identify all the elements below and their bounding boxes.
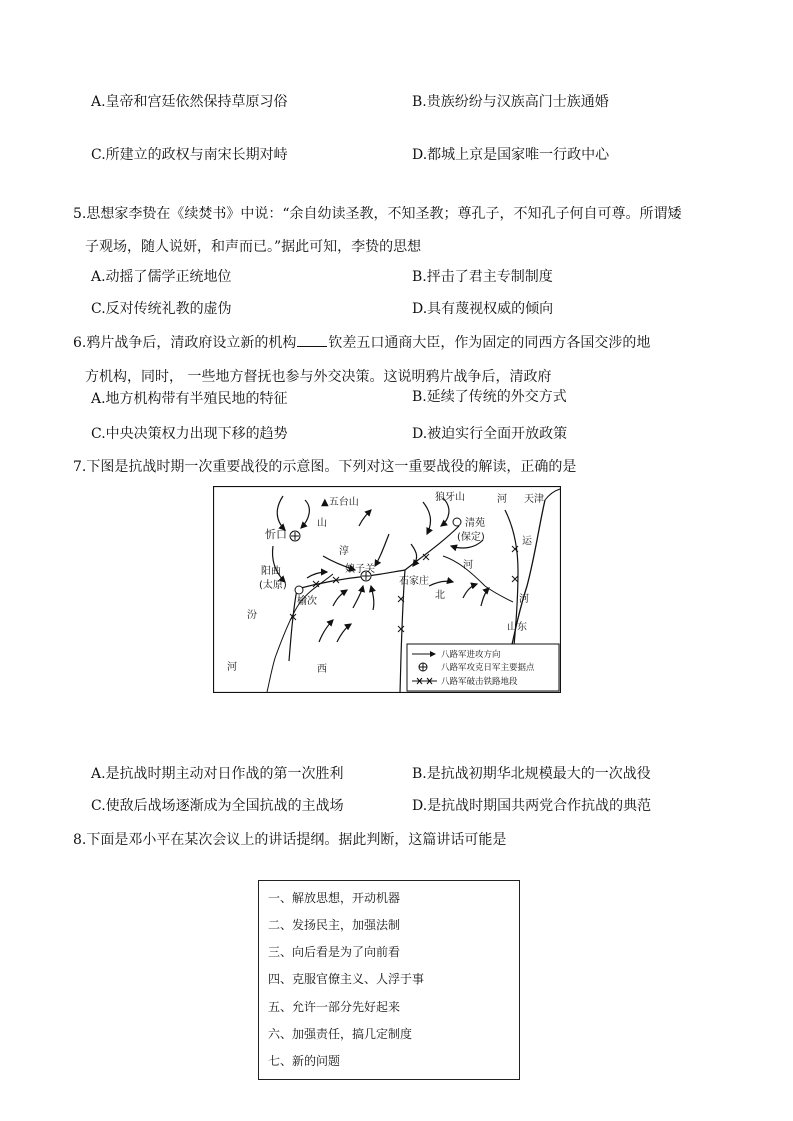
- legend-text-attack: 八路军进攻方向: [441, 650, 501, 660]
- q6-stem-part-a: 6.鸦片战争后，清政府设立新的机构: [73, 335, 297, 351]
- label-shandong: 山东: [507, 622, 527, 633]
- q5-stem-line2: 子观场，随人说妍，和声而已。”据此可知，李贽的思想: [85, 239, 422, 255]
- q5-option-b[interactable]: B.抨击了君主专制制度: [412, 269, 553, 285]
- label-yun: 运: [522, 536, 532, 547]
- outline-item-2: 二、发扬民主，加强法制: [268, 918, 401, 932]
- speech-outline-box: [258, 880, 520, 1080]
- outline-item-3: 三、向后看是为了向前看: [268, 945, 401, 959]
- q6-option-d[interactable]: D.被迫实行全面开放政策: [412, 426, 568, 442]
- outline-item-7: 七、新的问题: [268, 1054, 341, 1068]
- q6-option-b[interactable]: B.延续了传统的外交方式: [412, 389, 567, 405]
- q4-option-d[interactable]: D.都城上京是国家唯一行政中心: [412, 147, 610, 163]
- legend-text-railway: 八路军破击铁路地段: [441, 677, 518, 687]
- legend-text-captured: 八路军攻克日军主要据点: [441, 663, 535, 673]
- outline-item-1: 一、解放思想，开动机器: [268, 891, 401, 905]
- label-bei: 北: [435, 590, 445, 601]
- label-he-mid: 河: [463, 560, 473, 571]
- outline-item-4: 四、克服官僚主义、人浮于事: [268, 972, 425, 986]
- q6-stem-line2: 方机构，同时， 一些地方督抚也参与外交决策。这说明鸦片战争后，清政府: [85, 369, 552, 385]
- label-tianjin: 天津: [524, 494, 544, 505]
- q6-stem-part-b: 钦差五口通商大臣，作为固定的同西方各国交涉的地: [328, 335, 651, 351]
- label-yangqu: 阳曲: [261, 566, 281, 577]
- map-legend: [407, 644, 559, 691]
- q5-option-a[interactable]: A.动摇了儒学正统地位: [91, 269, 232, 285]
- label-taiyuan: (太原): [259, 580, 287, 591]
- label-he-top: 河: [497, 494, 507, 505]
- label-shan: 山: [317, 518, 327, 529]
- battle-map: [213, 486, 561, 693]
- q7-option-d[interactable]: D.是抗战时期国共两党合作抗战的典范: [412, 798, 652, 814]
- label-niangziguan: 娘子关: [345, 564, 375, 575]
- legend-captured-icon: [419, 663, 427, 671]
- label-yuci: 榆次: [297, 596, 317, 607]
- q4-option-a[interactable]: A.皇帝和宫廷依然保持草原习俗: [91, 94, 288, 110]
- outline-item-5: 五、允许一部分先好起来: [268, 1000, 401, 1014]
- q6-option-a[interactable]: A.地方机构带有半殖民地的特征: [91, 391, 288, 407]
- q7-stem: 7.下图是抗战时期一次重要战役的示意图。下列对这一重要战役的解读，正确的是: [73, 459, 577, 475]
- label-he-left: 河: [227, 662, 237, 673]
- label-chun: 淳: [339, 546, 349, 557]
- q7-option-a[interactable]: A.是抗战时期主动对日作战的第一次胜利: [91, 766, 344, 782]
- q7-option-c[interactable]: C.使敌后战场逐渐成为全国抗战的主战场: [91, 798, 344, 814]
- q8-stem: 8.下面是邓小平在某次会议上的讲话提纲。据此判断，这篇讲话可能是: [73, 832, 507, 848]
- q6-stem-line1: [73, 332, 650, 352]
- label-he-right: 河: [519, 594, 529, 605]
- q6-blank: [297, 332, 327, 347]
- q5-option-d[interactable]: D.具有蔑视权威的倾向: [412, 301, 554, 317]
- q6-option-c[interactable]: C.中央决策权力出现下移的趋势: [91, 426, 288, 442]
- outline-item-6: 六、加强责任，搞几定制度: [268, 1027, 413, 1041]
- label-shijiazhuang: 石家庄: [399, 576, 429, 587]
- label-xinkou: 忻口: [265, 528, 287, 541]
- label-baoding: (保定): [457, 532, 485, 543]
- q4-option-b[interactable]: B.贵族纷纷与汉族高门士族通婚: [412, 94, 609, 110]
- q5-stem-line1: 5.思想家李贽在《续焚书》中说：“余自幼读圣教，不知圣教；尊孔子，不知孔子何自可尊。所谓矮: [73, 206, 682, 222]
- label-fen: 汾: [247, 610, 257, 621]
- label-xi: 西: [317, 664, 327, 675]
- label-wutaishan: ▲五台山: [321, 497, 359, 508]
- label-qingyuan: 清苑: [465, 518, 485, 529]
- q4-option-c[interactable]: C.所建立的政权与南宋长期对峙: [91, 147, 288, 163]
- label-langyashan: 狼牙山: [435, 492, 465, 503]
- q5-option-c[interactable]: C.反对传统礼教的虚伪: [91, 301, 232, 317]
- q7-option-b[interactable]: B.是抗战初期华北规模最大的一次战役: [412, 766, 651, 782]
